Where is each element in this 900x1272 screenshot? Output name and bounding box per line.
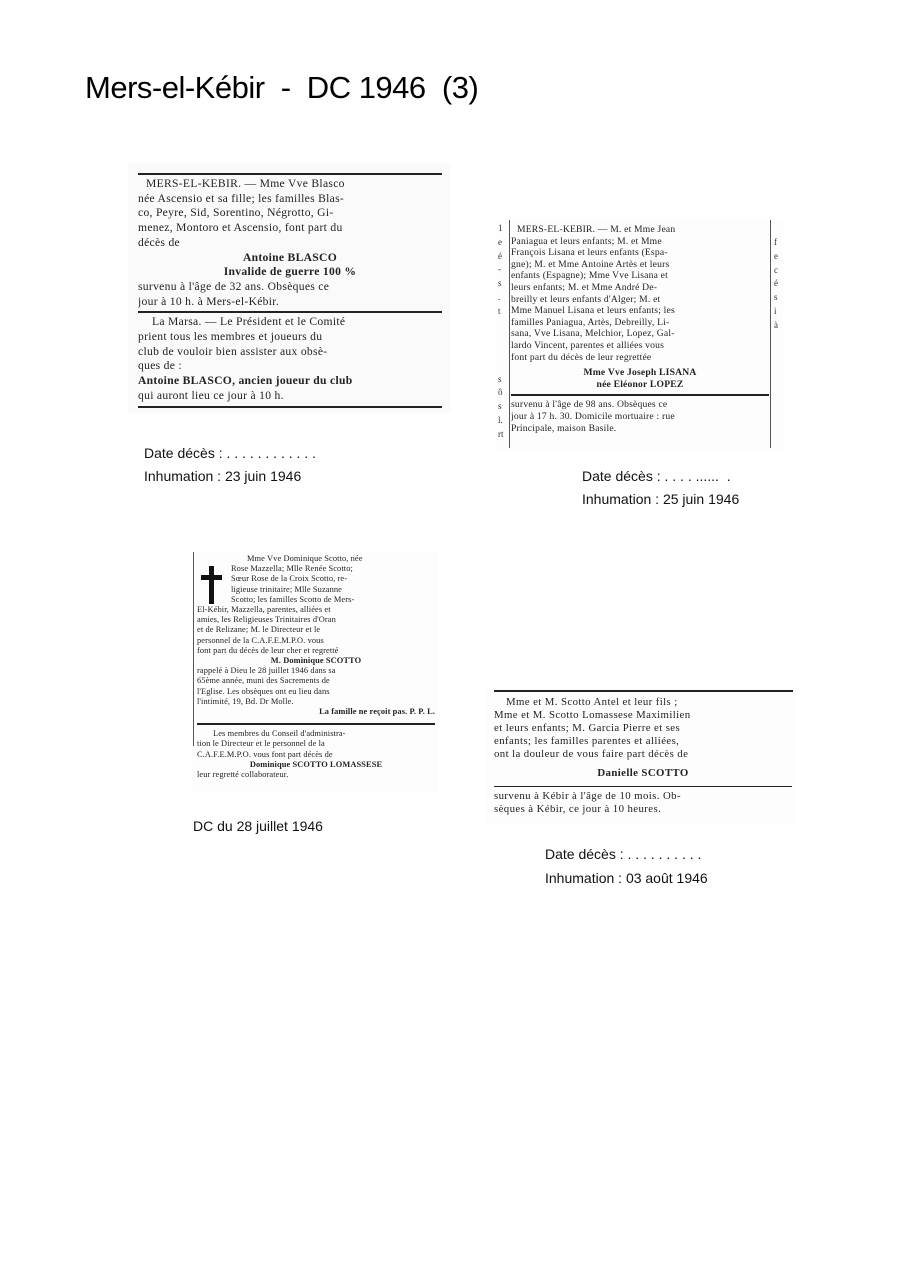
clipping-line: font part du décès de leur regrettée	[511, 351, 652, 363]
obituary-clipping-lisana	[497, 218, 783, 450]
clipping-line: club de vouloir bien assister aux obsè-	[138, 344, 328, 358]
clipping-line: co, Peyre, Sid, Sorentino, Négrotto, Gi-	[138, 206, 334, 220]
clipping-line: François Lisana et leurs enfants (Espa-	[511, 247, 668, 259]
clipping-line: amies, les Religieuses Trinitaires d'Oran	[197, 615, 336, 625]
clipping-line: sana, Vve Lisana, Melchior, Lopez, Gal-	[511, 328, 675, 340]
clipping-line: prient tous les membres et joueurs du	[138, 330, 323, 344]
clipping-line: C.A.F.E.M.P.O. vous font part décès de	[197, 749, 333, 759]
clipping-line: Scotto; les familles Scotto de Mers-	[231, 594, 355, 604]
deceased-name: Mme Vve Joseph LISANA	[583, 367, 697, 379]
column-rule-right	[770, 220, 771, 448]
clipping-line: leur regretté collaborateur.	[197, 770, 289, 780]
clipping-line: Antoine BLASCO, ancien joueur du club	[138, 374, 353, 388]
clipping-line: jour à 17 h. 30. Domicile mortuaire : rue	[511, 410, 675, 422]
obituary-clipping-scotto-dominique	[193, 552, 438, 792]
date-deces-label: Date décès : . . . . . . . . . . . .	[144, 445, 316, 461]
clipping-line: menez, Montoro et Ascensio, font part du	[138, 221, 343, 235]
clipping-line: Mme Vve Dominique Scotto, née	[247, 554, 363, 563]
clipping-line: l'Eglise. Les obsèques ont eu lieu dans	[197, 686, 330, 696]
clipping-line: ques de :	[138, 359, 182, 373]
edge-char: f	[774, 237, 777, 247]
edge-char: s	[498, 373, 502, 384]
clipping-line: La Marsa. — Le Président et le Comité	[152, 315, 346, 329]
clipping-line: décès de	[138, 235, 180, 249]
edge-char: i	[774, 305, 777, 316]
date-deces-label: Date décès : . . . . . . . . . .	[545, 846, 702, 862]
edge-char: e	[774, 250, 778, 261]
inhumation-label: Inhumation : 23 juin 1946	[144, 468, 302, 484]
clipping-line: ont la douleur de vous faire part décès de	[494, 748, 689, 761]
edge-char: -	[498, 264, 501, 275]
deceased-maiden-name: née Eléonor LOPEZ	[596, 378, 684, 390]
clipping-bottom-rule	[138, 406, 442, 408]
inhumation-label: Inhumation : 03 août 1946	[545, 870, 708, 886]
clipping-line: qui auront lieu ce jour à 10 h.	[138, 388, 284, 402]
clipping-line: personnel de la C.A.F.E.M.P.O. vous	[197, 635, 324, 645]
deceased-name: Dominique SCOTTO LOMASSESE	[249, 759, 383, 769]
deceased-name: M. Dominique SCOTTO	[270, 656, 362, 666]
edge-char: l.	[498, 414, 503, 425]
clipping-line: survenu à l'âge de 32 ans. Obsèques ce	[138, 279, 330, 293]
clipping-line: sèques à Kébir, ce jour à 10 heures.	[494, 802, 662, 815]
clipping-top-rule	[494, 690, 793, 692]
clipping-line: font part du décès de leur cher et regretté	[197, 645, 339, 655]
edge-char: rt	[498, 428, 504, 439]
clipping-line: survenu à Kébir à l'âge de 10 mois. Ob-	[494, 789, 681, 802]
clipping-line: rappelé à Dieu le 28 juillet 1946 dans sa	[197, 666, 336, 676]
edge-char: s	[498, 401, 502, 412]
clipping-line: ligieuse trinitaire; Mlle Suzanne	[231, 584, 342, 594]
clipping-line: jour à 10 h. à Mers-el-Kébir.	[138, 294, 280, 308]
clipping-line: leurs enfants; M. et Mme André De-	[511, 281, 658, 293]
clipping-line: lardo Vincent, parentes et alliées vous	[511, 339, 665, 351]
edge-char: 1	[498, 223, 503, 233]
column-rule-left	[193, 552, 194, 746]
clipping-divider	[494, 786, 792, 787]
obituary-clipping-scotto-danielle	[486, 688, 795, 824]
clipping-line: et leurs enfants; M. Garcia Pierre et ses	[494, 722, 681, 735]
date-deces-label: Date décès : . . . . ...... .	[582, 468, 731, 484]
clipping-line: Paniagua et leurs enfants; M. et Mme	[511, 235, 662, 247]
inhumation-label: Inhumation : 25 juin 1946	[582, 491, 740, 507]
clipping-divider	[138, 311, 442, 313]
page-title: Mers-el-Kébir - DC 1946 (3)	[85, 70, 479, 105]
clipping-line: La famille ne reçoit pas. P. P. L.	[319, 707, 435, 717]
clipping-line: Mme et M. Scotto Antel et leur fils ;	[506, 696, 678, 708]
clipping-line: enfants; les familles parentes et alliées,	[494, 735, 680, 748]
clipping-line: née Ascensio et sa fille; les familles Blas-	[138, 191, 345, 205]
clipping-line: Invalide de guerre 100 %	[223, 265, 357, 279]
clipping-divider	[511, 394, 769, 396]
edge-char: à	[774, 319, 778, 330]
clipping-line: Rose Mazzella; Mlle Renée Scotto;	[231, 564, 353, 574]
clipping-line: familles Paniagua, Artès, Debreilly, Li-	[511, 316, 670, 328]
edge-char: e	[498, 236, 502, 247]
deceased-name: Antoine BLASCO	[242, 250, 338, 264]
clipping-line: MERS-EL-KEBIR. — Mme Vve Blasco	[146, 177, 345, 190]
obituary-clipping-blasco	[128, 163, 450, 413]
clipping-line: Mme Manuel Lisana et leurs enfants; les	[511, 305, 675, 317]
clipping-line: Les membres du Conseil d'administra-	[213, 729, 346, 739]
clipping-line: breilly et leurs enfants d'Alger; M. et	[511, 293, 661, 305]
column-rule-left	[509, 220, 510, 448]
clipping-line: El-Kébir, Mazzella, parentes, alliées et	[197, 605, 331, 615]
clipping-line: Principale, maison Basile.	[511, 422, 617, 434]
clipping-line: enfants (Espagne); Mme Vve Lisana et	[511, 270, 669, 282]
clipping-line: tion le Directeur et le personnel de la	[197, 739, 325, 749]
edge-char: c	[774, 264, 778, 275]
clipping-line: survenu à l'âge de 98 ans. Obsèques ce	[511, 399, 668, 411]
deceased-name: Danielle SCOTTO	[597, 767, 689, 780]
clipping-divider	[197, 723, 435, 725]
edge-char: é	[774, 278, 778, 289]
edge-char: ô	[498, 387, 503, 398]
clipping-line: MERS-EL-KEBIR. — M. et Mme Jean	[517, 224, 676, 235]
clipping-line: gne); M. et Mme Antoine Artès et leurs	[511, 258, 670, 270]
edge-char: é	[498, 250, 502, 261]
edge-char: t	[498, 305, 501, 316]
clipping-line: Sœur Rose de la Croix Scotto, re-	[231, 574, 348, 584]
edge-char: .	[498, 291, 501, 302]
edge-char: s	[774, 292, 778, 303]
clipping-line: Mme et M. Scotto Lomassese Maximilien	[494, 709, 691, 722]
clipping-line: et de Relizane; M. le Directeur et le	[197, 625, 321, 635]
clipping-line: 65ème année, muni des Sacrements de	[197, 676, 330, 686]
dc-date-label: DC du 28 juillet 1946	[193, 818, 323, 834]
clipping-top-rule	[138, 173, 442, 175]
clipping-line: l'intimité, 19, Bd. Dr Molle.	[197, 696, 294, 706]
edge-char: s	[498, 278, 502, 289]
